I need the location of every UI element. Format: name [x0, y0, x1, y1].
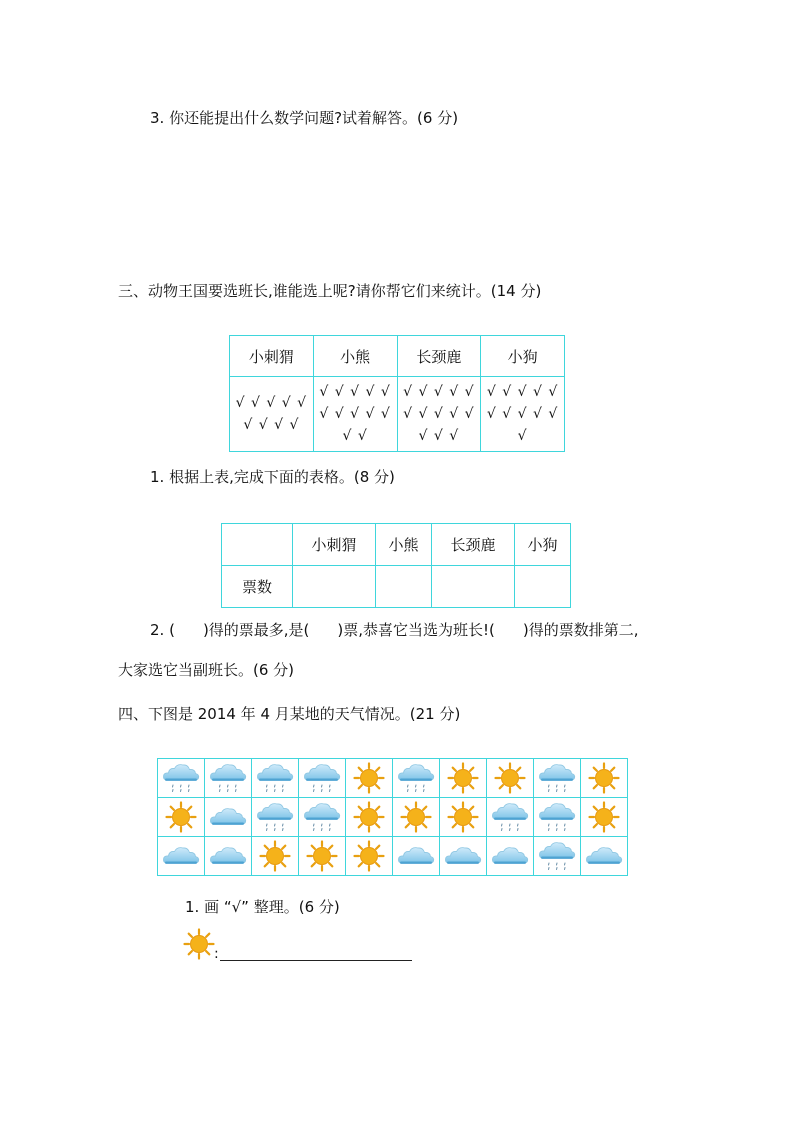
- weather-cell: [346, 837, 393, 876]
- weather-cell: [393, 798, 440, 837]
- weather-cell: [487, 837, 534, 876]
- weather-cell: [252, 798, 299, 837]
- weather-cell: [158, 759, 205, 798]
- votes-answer-hedgehog[interactable]: [293, 566, 376, 608]
- sun-icon: [581, 762, 627, 794]
- weather-cell: [299, 798, 346, 837]
- sun-answer-line[interactable]: [220, 960, 412, 961]
- q2-text-part: 2. (: [150, 621, 175, 639]
- section-3-title: 三、动物王国要选班长,谁能选上呢?请你帮它们来统计。(14 分): [118, 282, 542, 300]
- tally-line: √ √ √ √ √: [486, 406, 559, 422]
- q2-text-part: )票,恭喜它当选为班长!(: [337, 621, 495, 639]
- weather-cell: [205, 798, 252, 837]
- section-3-question-2-cont: 大家选它当副班长。(6 分): [118, 661, 295, 679]
- sun-icon: [346, 840, 392, 872]
- sun-answer-colon: :: [214, 946, 219, 962]
- rain-cloud-icon: [534, 762, 580, 794]
- votes-corner-cell: [222, 524, 293, 566]
- weather-cell: [487, 759, 534, 798]
- tally-marks-dog: [481, 377, 565, 452]
- weather-grid: [157, 758, 628, 876]
- tally-line: √ √ √ √ √: [403, 406, 475, 422]
- tally-line: √ √ √ √ √: [319, 384, 391, 400]
- weather-row: [158, 798, 628, 837]
- rain-cloud-icon: [252, 801, 298, 833]
- sun-icon: [346, 762, 392, 794]
- cloud-icon: [440, 845, 486, 867]
- weather-cell: [393, 837, 440, 876]
- sun-icon: [581, 801, 627, 833]
- weather-cell: [581, 837, 628, 876]
- sun-icon: [440, 762, 486, 794]
- weather-row: [158, 837, 628, 876]
- cloud-icon: [158, 845, 204, 867]
- weather-cell: [252, 837, 299, 876]
- weather-row: [158, 759, 628, 798]
- votes-answer-bear[interactable]: [376, 566, 432, 608]
- tally-line: √: [517, 428, 528, 444]
- sun-icon: [183, 928, 215, 960]
- tally-line: √ √ √ √: [243, 417, 300, 433]
- weather-cell: [205, 837, 252, 876]
- votes-header-hedgehog: 小刺猬: [293, 524, 376, 566]
- rain-cloud-icon: [252, 762, 298, 794]
- rain-cloud-icon: [534, 840, 580, 872]
- cloud-icon: [487, 845, 533, 867]
- q2-text-part: )得的票数排第二,: [522, 621, 639, 639]
- tally-line: √ √ √ √ √: [486, 384, 559, 400]
- cloud-icon: [205, 806, 251, 828]
- rain-cloud-icon: [205, 762, 251, 794]
- cloud-icon: [581, 845, 627, 867]
- weather-cell: [534, 837, 581, 876]
- votes-header-bear: 小熊: [376, 524, 432, 566]
- tally-line: √ √ √: [418, 428, 460, 444]
- sun-icon: [487, 762, 533, 794]
- votes-answer-dog[interactable]: [515, 566, 571, 608]
- weather-cell: [487, 798, 534, 837]
- tally-header-dog: 小狗: [481, 336, 565, 377]
- tally-marks-hedgehog: [230, 377, 314, 452]
- section-4-title: 四、下图是 2014 年 4 月某地的天气情况。(21 分): [118, 705, 461, 723]
- tally-marks-bear: [313, 377, 397, 452]
- tally-line: √ √: [342, 428, 368, 444]
- rain-cloud-icon: [158, 762, 204, 794]
- weather-cell: [581, 759, 628, 798]
- weather-cell: [252, 759, 299, 798]
- weather-cell: [346, 759, 393, 798]
- question-3-text: 3. 你还能提出什么数学问题?试着解答。(6 分): [150, 109, 459, 127]
- votes-answer-giraffe[interactable]: [431, 566, 514, 608]
- tally-header-bear: 小熊: [313, 336, 397, 377]
- weather-cell: [346, 798, 393, 837]
- tally-line: √ √ √ √ √: [235, 395, 308, 411]
- weather-cell: [440, 759, 487, 798]
- sun-icon: [252, 840, 298, 872]
- sun-icon: [158, 801, 204, 833]
- weather-cell: [299, 759, 346, 798]
- cloud-icon: [205, 845, 251, 867]
- rain-cloud-icon: [534, 801, 580, 833]
- votes-header-giraffe: 长颈鹿: [431, 524, 514, 566]
- weather-cell: [393, 759, 440, 798]
- votes-header-dog: 小狗: [515, 524, 571, 566]
- tally-line: √ √ √ √ √: [319, 406, 391, 422]
- sun-icon: [440, 801, 486, 833]
- weather-cell: [534, 759, 581, 798]
- tally-marks-giraffe: [397, 377, 481, 452]
- weather-cell: [440, 837, 487, 876]
- section-4-question-1: 1. 画 “√” 整理。(6 分): [185, 898, 340, 916]
- tally-header-giraffe: 长颈鹿: [397, 336, 481, 377]
- weather-cell: [440, 798, 487, 837]
- sun-icon: [299, 840, 345, 872]
- weather-cell: [581, 798, 628, 837]
- weather-cell: [534, 798, 581, 837]
- votes-table: [221, 523, 571, 608]
- sun-icon: [393, 801, 439, 833]
- tally-header-hedgehog: 小刺猬: [230, 336, 314, 377]
- rain-cloud-icon: [299, 762, 345, 794]
- section-3-question-1: 1. 根据上表,完成下面的表格。(8 分): [150, 468, 395, 486]
- rain-cloud-icon: [393, 762, 439, 794]
- rain-cloud-icon: [487, 801, 533, 833]
- weather-cell: [299, 837, 346, 876]
- weather-cell: [158, 837, 205, 876]
- section-3-question-2: [150, 620, 639, 640]
- cloud-icon: [393, 845, 439, 867]
- weather-cell: [158, 798, 205, 837]
- tally-line: √ √ √ √ √: [403, 384, 475, 400]
- rain-cloud-icon: [299, 801, 345, 833]
- weather-cell: [205, 759, 252, 798]
- q2-text-part: )得的票最多,是(: [202, 621, 310, 639]
- sun-icon: [346, 801, 392, 833]
- tally-table: [229, 335, 565, 452]
- votes-row-label: 票数: [222, 566, 293, 608]
